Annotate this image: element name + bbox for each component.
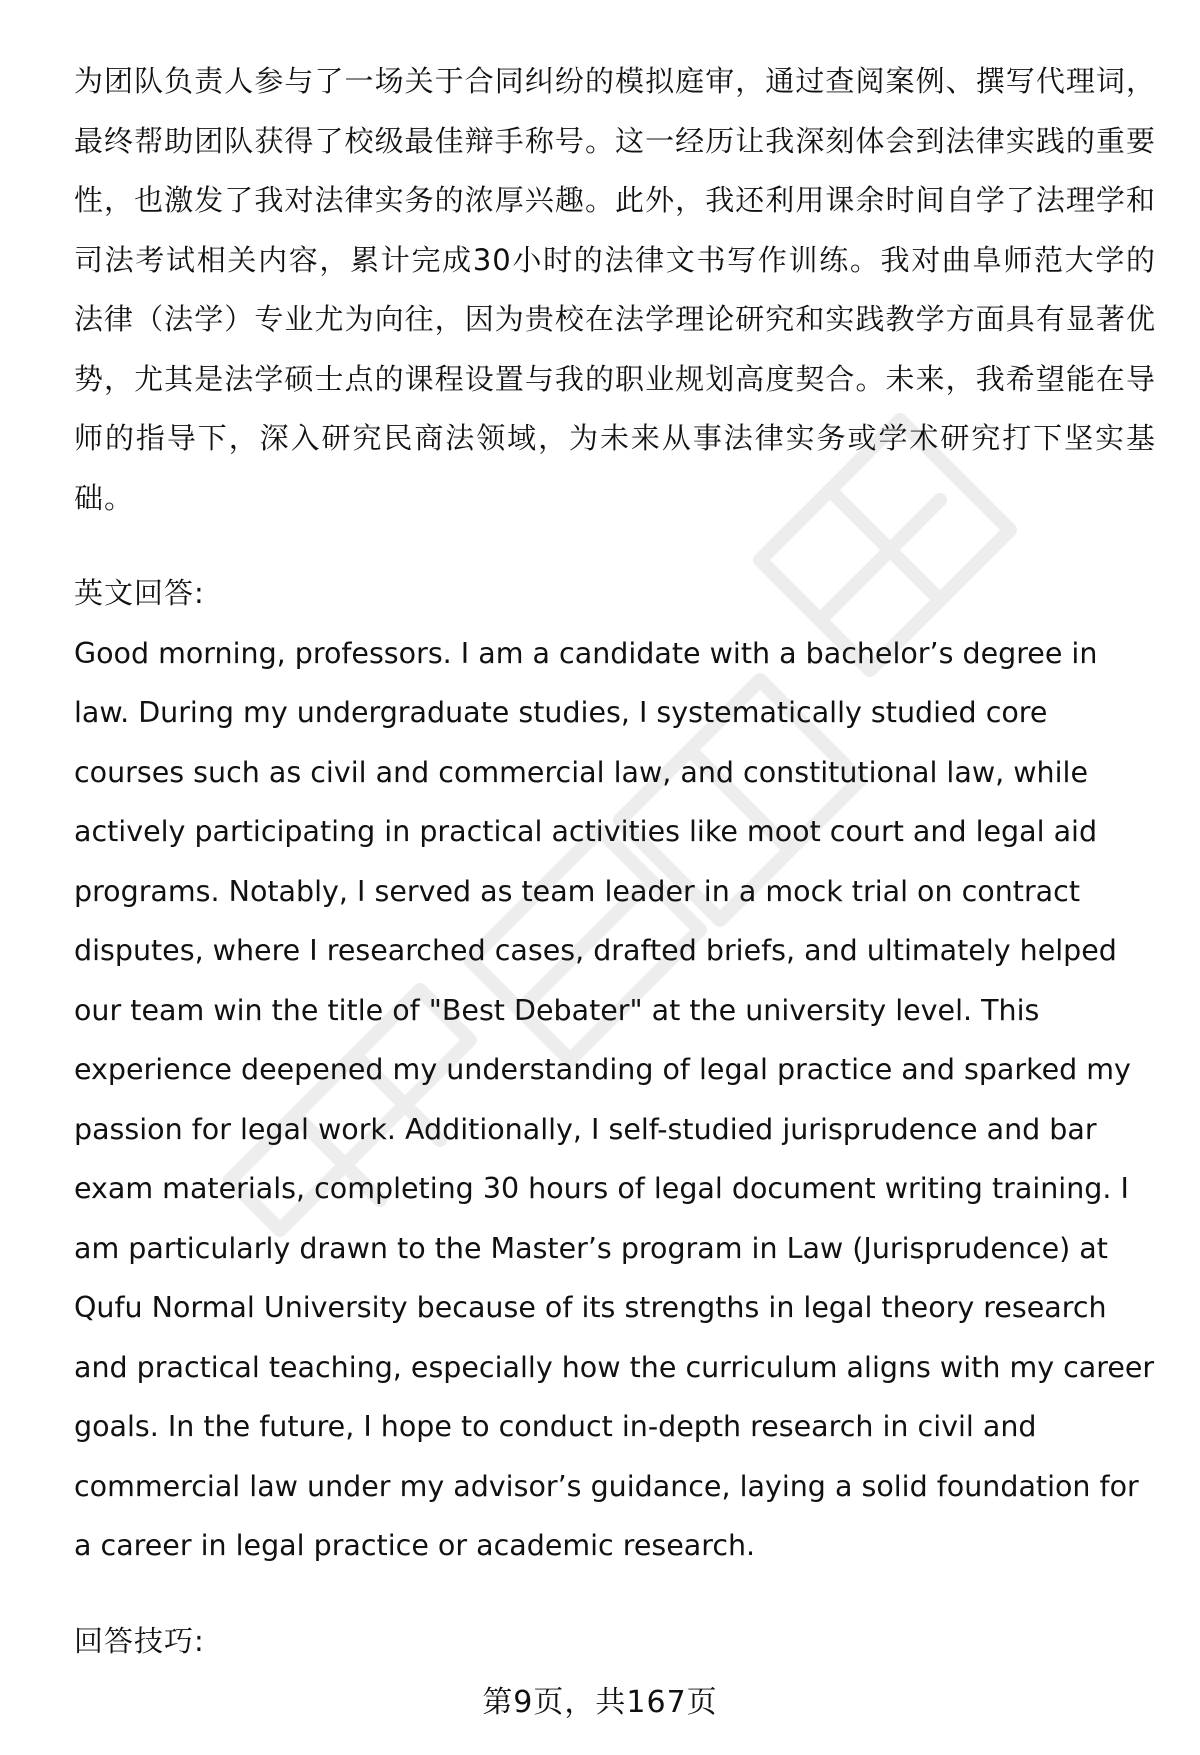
page-number-footer: 第9页，共167页 (482, 1685, 718, 1720)
chinese-answer-paragraph: 为团队负责人参与了一场关于合同纠纷的模拟庭审，通过查阅案例、撰写代理词，最终帮助团队获得了校级最佳辩手称号。这一经历让我深刻体会到法律实践的重要性，也激发了我对法律实务的浓厚兴趣。此外，我还利用课余时间自学了法理学和司法考试相关内容，累计完成30小时的法律文书写作训练。我对曲阜师范大学的法律（法学）专业尤为向往，因为贵校在法学理论研究和实践教学方面具有显著优势，尤其是法学硕士点的课程设置与我的职业规划高度契合。未来，我希望能在导师的指导下，深入研究民商法领域，为未来从事法律实务或学术研究打下坚实基础。 (74, 64, 1156, 515)
answer-tips-heading: 回答技巧: (74, 1623, 205, 1658)
english-answer-heading: 英文回答: (74, 576, 205, 610)
document-body (74, 52, 1156, 1671)
english-answer-paragraph: Good morning, professors. I am a candidate with a bachelor’s degree in law. During my undergraduate studies, I systematically studied core courses such as civil and commercial law, and constitutional law, while actively participating in practical activities like moot court and legal aid programs. Notably, I served as team leader in a mock trial on contract disputes, where I researched cases, drafted briefs, and ultimately helped our team win the title of "Best Debater" at the university level. This experience deepened my understanding of legal practice and sparked my passion for legal work. Additionally, I self-studied jurisprudence and bar exam materials, completing 30 hours of legal document writing training. I am particularly drawn to the Master’s program in Law (Jurisprudence) at Qufu Normal University because of its strengths in legal theory research and practical teaching, especially how the curriculum aligns with my career goals. In the future, I hope to conduct in-depth research in civil and commercial law under my advisor’s guidance, laying a solid foundation for a career in legal practice or academic research. (74, 636, 1155, 1562)
